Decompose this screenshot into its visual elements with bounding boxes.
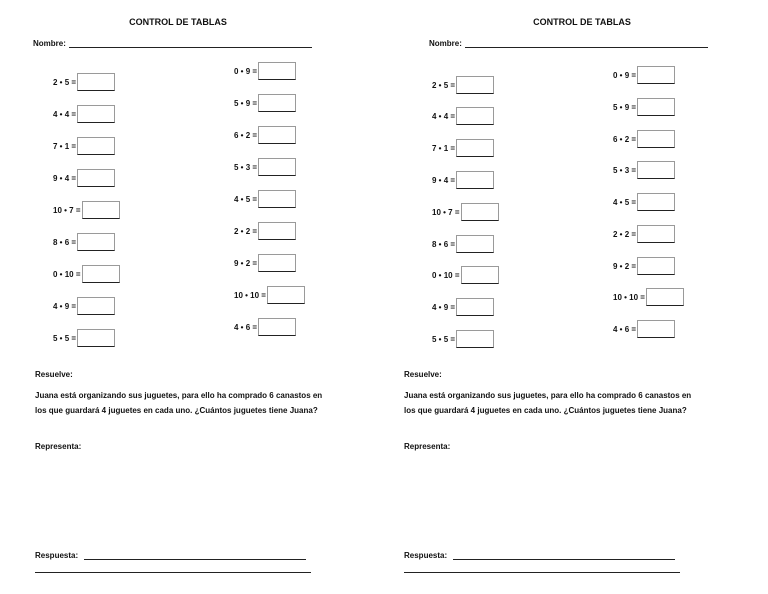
answer-box[interactable] [646,288,684,306]
answer-box[interactable] [258,158,296,176]
exercise-label: 10 • 10 = [234,290,266,300]
answer-box[interactable] [77,137,115,155]
exercise-left-8 [432,298,494,316]
exercise-label: 5 • 9 = [234,98,258,108]
exercise-label: 10 • 7 = [53,205,81,215]
exercise-label: 4 • 6 = [234,322,258,332]
answer-box[interactable] [258,254,296,272]
answer-box[interactable] [637,130,675,148]
answer-box[interactable] [77,233,115,251]
answer-box[interactable] [77,329,115,347]
exercise-left-6 [53,233,115,251]
exercise-left-1 [53,73,115,91]
exercise-right-2 [234,94,296,112]
exercise-right-6 [234,222,296,240]
exercise-right-4 [234,158,296,176]
answer-box[interactable] [258,94,296,112]
answer-box[interactable] [456,171,494,189]
word-problem-text: Juana está organizando sus juguetes, para ello ha comprado 6 canastos en los que guardará 4 juguetes en cada uno. ¿Cuántos juguetes tiene Juana? [35,391,323,415]
exercise-label: 9 • 2 = [234,258,258,268]
exercise-right-6 [613,225,675,243]
exercise-label: 2 • 5 = [432,80,456,90]
exercise-right-5 [613,193,675,211]
representa-label: Representa: [404,442,451,451]
name-label: Nombre: [429,39,462,48]
exercise-left-1 [432,76,494,94]
answer-box[interactable] [637,320,675,338]
exercise-label: 2 • 2 = [234,226,258,236]
exercise-right-1 [613,66,675,84]
exercise-right-3 [234,126,296,144]
word-problem-text: Juana está organizando sus juguetes, para ello ha comprado 6 canastos en los que guardará 4 juguetes en cada uno. ¿Cuántos juguetes tiene Juana? [404,391,692,415]
exercise-left-5 [432,203,499,221]
exercise-left-4 [432,171,494,189]
exercise-label: 4 • 9 = [432,302,456,312]
name-input-line[interactable] [69,39,312,48]
answer-box[interactable] [77,73,115,91]
respuesta-label: Respuesta: [35,551,79,560]
answer-box[interactable] [637,193,675,211]
answer-box[interactable] [456,235,494,253]
exercise-label: 9 • 4 = [53,173,77,183]
exercise-label: 5 • 5 = [53,333,77,343]
exercise-label: 10 • 10 = [613,292,645,302]
answer-box[interactable] [258,126,296,144]
exercise-right-2 [613,98,675,116]
exercise-label: 10 • 7 = [432,207,460,217]
answer-box[interactable] [461,266,499,284]
exercise-left-3 [53,137,115,155]
worksheet-title: CONTROL DE TABLAS [129,17,227,27]
exercise-left-3 [432,139,494,157]
answer-box[interactable] [637,225,675,243]
name-row [33,39,312,48]
exercise-right-9 [234,318,296,336]
worksheet-title: CONTROL DE TABLAS [533,17,631,27]
representa-label: Representa: [35,442,82,451]
exercise-label: 2 • 5 = [53,77,77,87]
exercise-right-8 [234,286,305,304]
exercise-left-9 [53,329,115,347]
respuesta-row [35,551,306,560]
respuesta-second-line[interactable] [404,572,680,573]
exercise-label: 4 • 6 = [613,324,637,334]
exercise-label: 2 • 2 = [613,229,637,239]
exercise-label: 4 • 5 = [234,194,258,204]
respuesta-second-line[interactable] [35,572,311,573]
exercise-left-9 [432,330,494,348]
exercise-label: 0 • 9 = [613,70,637,80]
respuesta-label: Respuesta: [404,551,448,560]
answer-box[interactable] [267,286,305,304]
exercise-right-9 [613,320,675,338]
resuelve-label: Resuelve: [404,370,442,379]
exercise-right-5 [234,190,296,208]
exercise-left-8 [53,297,115,315]
exercise-left-2 [432,107,494,125]
exercise-right-3 [613,130,675,148]
exercise-label: 9 • 4 = [432,175,456,185]
answer-box[interactable] [77,105,115,123]
answer-box[interactable] [637,257,675,275]
answer-box[interactable] [456,139,494,157]
answer-box[interactable] [258,318,296,336]
answer-box[interactable] [637,66,675,84]
answer-box[interactable] [461,203,499,221]
exercise-label: 4 • 4 = [53,109,77,119]
exercise-label: 5 • 3 = [613,165,637,175]
exercise-right-7 [234,254,296,272]
exercise-right-7 [613,257,675,275]
exercise-label: 0 • 9 = [234,66,258,76]
answer-box[interactable] [456,76,494,94]
exercise-label: 7 • 1 = [432,143,456,153]
exercise-label: 5 • 3 = [234,162,258,172]
exercise-right-1 [234,62,296,80]
exercise-left-5 [53,201,120,219]
answer-box[interactable] [637,161,675,179]
name-input-line[interactable] [465,39,708,48]
answer-box[interactable] [456,330,494,348]
exercise-label: 8 • 6 = [53,237,77,247]
exercise-label: 8 • 6 = [432,239,456,249]
exercise-label: 7 • 1 = [53,141,77,151]
answer-box[interactable] [637,98,675,116]
exercise-left-6 [432,235,494,253]
exercise-label: 6 • 2 = [234,130,258,140]
answer-box[interactable] [258,62,296,80]
exercise-label: 0 • 10 = [53,269,81,279]
exercise-label: 4 • 9 = [53,301,77,311]
respuesta-row [404,551,675,560]
answer-box[interactable] [82,201,120,219]
exercise-right-4 [613,161,675,179]
answer-box[interactable] [456,298,494,316]
respuesta-input-line[interactable] [84,551,306,560]
answer-box[interactable] [82,265,120,283]
exercise-label: 4 • 4 = [432,111,456,121]
exercise-left-4 [53,169,115,187]
exercise-left-7 [432,266,499,284]
name-label: Nombre: [33,39,66,48]
exercise-label: 9 • 2 = [613,261,637,271]
respuesta-input-line[interactable] [453,551,675,560]
name-row [429,39,708,48]
exercise-left-7 [53,265,120,283]
exercise-label: 6 • 2 = [613,134,637,144]
exercise-label: 4 • 5 = [613,197,637,207]
answer-box[interactable] [77,297,115,315]
exercise-label: 0 • 10 = [432,270,460,280]
answer-box[interactable] [456,107,494,125]
exercise-label: 5 • 9 = [613,102,637,112]
exercise-label: 5 • 5 = [432,334,456,344]
answer-box[interactable] [258,222,296,240]
worksheet-right [384,0,768,594]
resuelve-label: Resuelve: [35,370,73,379]
answer-box[interactable] [258,190,296,208]
exercise-right-8 [613,288,684,306]
answer-box[interactable] [77,169,115,187]
exercise-left-2 [53,105,115,123]
